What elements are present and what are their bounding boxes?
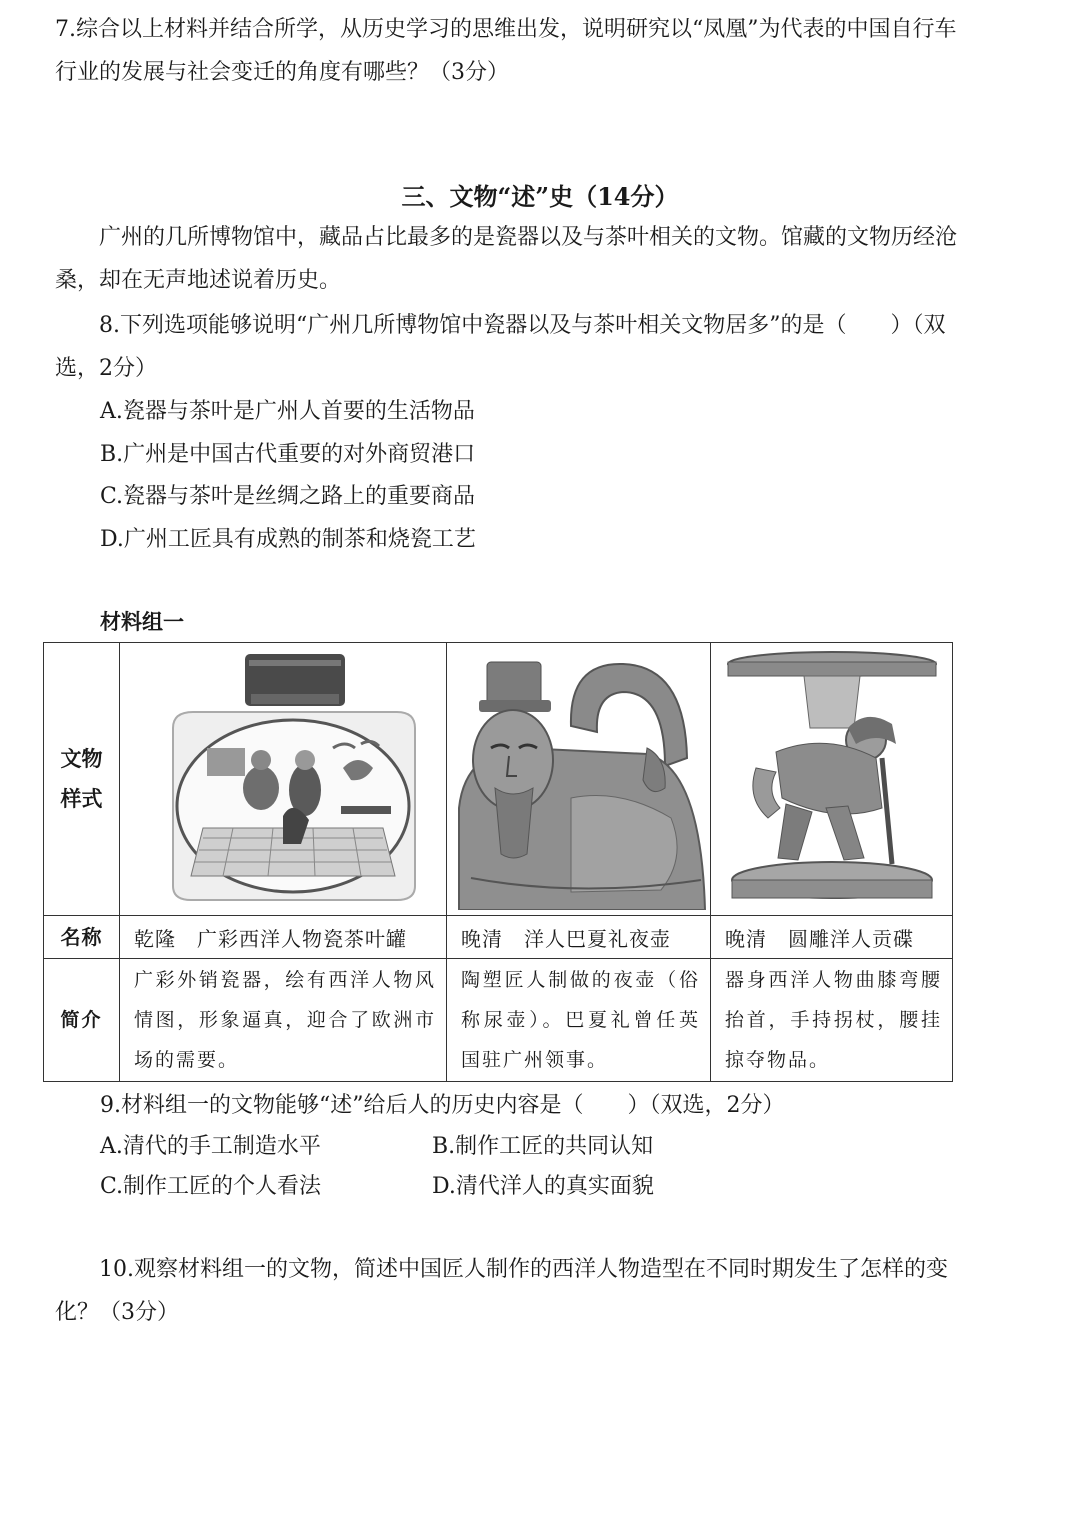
question-7: 7.综合以上材料并结合所学，从历史学习的思维出发，说明研究以“凤凰”为代表的中国自行车行业的发展与社会变迁的角度有哪些？（3分） (55, 17, 957, 85)
artifact-desc-tea-caddy: 广彩外销瓷器，绘有西洋人物风情图，形象逼真，迎合了欧洲市场的需要。 (120, 959, 447, 1082)
artifact-desc-chamber-pot: 陶塑匠人制做的夜壶（俗称尿壶）。巴夏礼曾任英国驻广州领事。 (447, 959, 711, 1082)
question-9-option-a: A.清代的手工制造水平 (100, 1134, 321, 1159)
material-table (43, 642, 953, 1082)
material-label: 材料组一 (100, 609, 184, 634)
artifact-name-tea-caddy: 乾隆 广彩西洋人物瓷茶叶罐 (120, 916, 447, 959)
question-10: 10.观察材料组一的文物，简述中国匠人制作的西洋人物造型在不同时期发生了怎样的变化？（3分） (55, 1257, 948, 1325)
artifact-name-tribute-dish: 晚清 圆雕洋人贡碟 (711, 916, 953, 959)
question-9-option-d: D.清代洋人的真实面貌 (432, 1174, 654, 1199)
row-header-style: 文物样式 (44, 643, 120, 916)
artifact-name-chamber-pot: 晚清 洋人巴夏礼夜壶 (447, 916, 711, 959)
question-8-option-d: D.广州工匠具有成熟的制茶和烧瓷工艺 (100, 527, 476, 552)
tribute-dish-illustration (716, 648, 948, 910)
artifact-image-tribute-dish (711, 643, 953, 916)
question-8-stem: 8.下列选项能够说明“广州几所博物馆中瓷器以及与茶叶相关文物居多”的是（ ）（双选，2分） (55, 313, 946, 381)
artifact-desc-tribute-dish: 器身西洋人物曲膝弯腰抬首，手持拐杖，腰挂掠夺物品。 (711, 959, 953, 1082)
artifact-image-chamber-pot (447, 643, 711, 916)
question-9-option-c: C.制作工匠的个人看法 (100, 1174, 322, 1199)
tea-caddy-illustration (133, 648, 433, 910)
row-header-desc: 简介 (44, 959, 120, 1082)
artifact-image-tea-caddy (120, 643, 447, 916)
question-8-option-a: A.瓷器与茶叶是广州人首要的生活物品 (100, 399, 475, 424)
question-9-stem: 9.材料组一的文物能够“述”给后人的历史内容是（ ）（双选，2分） (100, 1093, 785, 1118)
section-title: 三、文物“述”史（14分） (401, 182, 679, 211)
section-intro: 广州的几所博物馆中，藏品占比最多的是瓷器以及与茶叶相关的文物。馆藏的文物历经沧桑，却在无声地述说着历史。 (55, 225, 958, 293)
chamber-pot-illustration (451, 648, 707, 910)
question-9-option-b: B.制作工匠的共同认知 (432, 1134, 654, 1159)
question-8-option-c: C.瓷器与茶叶是丝绸之路上的重要商品 (100, 484, 476, 509)
question-8-option-b: B.广州是中国古代重要的对外商贸港口 (100, 442, 476, 467)
row-header-name: 名称 (44, 916, 120, 959)
